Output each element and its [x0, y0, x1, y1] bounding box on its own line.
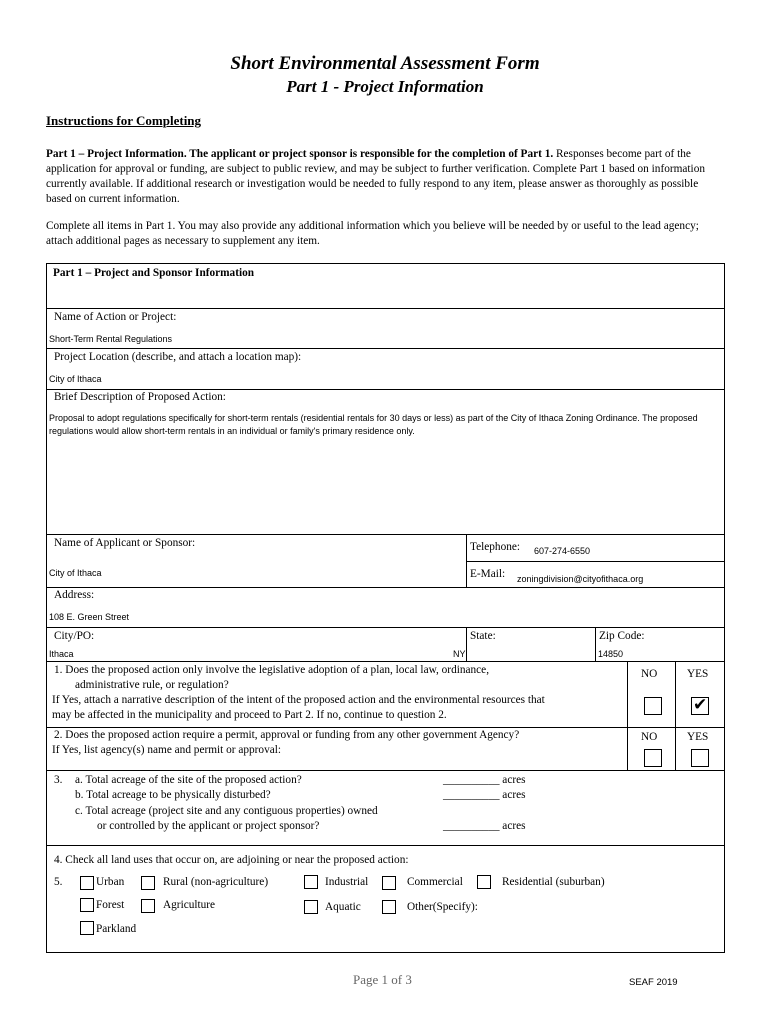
state-label: State: — [470, 630, 496, 642]
telephone-label: Telephone: — [470, 541, 521, 553]
land-use-residential-checkbox[interactable] — [477, 875, 491, 889]
instructions-paragraph-2: Complete all items in Part 1. You may also provide any additional information which you believe will be needed by or useful to the lead agency; attach additional pages as necessary to supplement any item. — [46, 220, 699, 247]
land-use-forest-label: Forest — [96, 899, 125, 911]
land-use-agriculture-checkbox[interactable] — [141, 899, 155, 913]
land-use-residential-label: Residential (suburban) — [502, 876, 605, 888]
project-info-table — [46, 263, 725, 953]
instructions-heading: Instructions for Completing — [46, 113, 202, 128]
land-use-forest-checkbox[interactable] — [80, 898, 94, 912]
land-use-urban-label: Urban — [96, 876, 125, 888]
land-use-urban-checkbox[interactable] — [80, 876, 94, 890]
q1-no-checkbox[interactable] — [644, 697, 662, 715]
form-id: SEAF 2019 — [629, 977, 678, 988]
instructions-bold-lead: Part 1 – Project Information. The applicant or project sponsor is responsible for the completion of Part 1. — [46, 148, 554, 160]
q1-yes-label: YES — [687, 668, 709, 680]
applicant-label: Name of Applicant or Sponsor: — [54, 537, 196, 549]
question-3c: c. Total acreage (project site and any contiguous properties) owned — [75, 805, 378, 817]
question-1: 1. Does the proposed action only involve the legislative adoption of a plan, local law, ordinance, — [54, 664, 490, 676]
q2-yes-label: YES — [687, 731, 709, 743]
acres-3a-field[interactable]: __________ acres — [443, 774, 526, 786]
email-label: E-Mail: — [470, 568, 506, 580]
city-label: City/PO: — [54, 630, 95, 642]
applicant-field[interactable]: City of Ithaca — [49, 568, 102, 578]
question-4: 4. Check all land uses that occur on, are adjoining or near the proposed action: — [54, 854, 409, 866]
q2-yes-checkbox[interactable] — [691, 749, 709, 767]
land-use-agriculture-label: Agriculture — [163, 899, 216, 911]
form-title: Short Environmental Assessment Form — [230, 53, 540, 74]
section-title: Part 1 – Project and Sponsor Information — [53, 267, 255, 279]
land-use-parkland-label: Parkland — [96, 923, 137, 935]
question-1-line-3: If Yes, attach a narrative description of the intent of the proposed action and the environmental resources that — [52, 694, 545, 706]
email-field[interactable]: zoningdivision@cityofithaca.org — [517, 574, 644, 584]
address-field[interactable]: 108 E. Green Street — [49, 612, 130, 622]
address-label: Address: — [54, 589, 95, 601]
city-field[interactable]: Ithaca — [49, 649, 74, 659]
action-name-field[interactable]: Short-Term Rental Regulations — [49, 334, 173, 344]
land-use-industrial-label: Industrial — [325, 876, 369, 888]
zip-label: Zip Code: — [599, 630, 645, 642]
land-use-aquatic-label: Aquatic — [325, 901, 361, 913]
action-name-label: Name of Action or Project: — [54, 311, 177, 323]
land-use-aquatic-checkbox[interactable] — [304, 900, 318, 914]
question-3b: b. Total acreage to be physically disturbed? — [75, 789, 271, 801]
q2-no-label: NO — [641, 731, 658, 743]
question-3-number: 3. — [54, 774, 63, 786]
zip-field[interactable]: 14850 — [598, 649, 624, 659]
page-number: Page 1 of 3 — [353, 972, 412, 987]
form-subtitle: Part 1 - Project Information — [286, 77, 484, 96]
question-3a: a. Total acreage of the site of the proposed action? — [75, 774, 302, 786]
question-2-line-2: If Yes, list agency(s) name and permit or approval: — [52, 744, 282, 756]
instructions-text: Responses become part of the application for approval or funding, are subject to public review, and may be subject to further verification. Complete Part 1 based on information currently available. If additional research or investigation would be needed to fully respond to any item, please answer as thoroughly as possible based on current information. — [46, 148, 705, 205]
question-1-line-2: administrative rule, or regulation? — [75, 679, 229, 691]
acres-3b-field[interactable]: __________ acres — [443, 789, 526, 801]
project-location-label: Project Location (describe, and attach a location map): — [54, 351, 302, 363]
question-2: 2. Does the proposed action require a permit, approval or funding from any other government Agency? — [54, 729, 520, 741]
q2-no-checkbox[interactable] — [644, 749, 662, 767]
question-3c-line-2: or controlled by the applicant or project sponsor? — [97, 820, 320, 832]
land-use-other-label: Other(Specify): — [407, 901, 478, 913]
land-use-industrial-checkbox[interactable] — [304, 875, 318, 889]
description-field[interactable]: Proposal to adopt regulations specifically for short-term rentals (residential rentals for 30 days or less) as part of the City of Ithaca Zoning Ordinance. The proposed regulations would allow short-term rentals in an individual or family's primary residence only. — [49, 413, 698, 436]
land-use-rural-checkbox[interactable] — [141, 876, 155, 890]
land-use-other-checkbox[interactable] — [382, 900, 396, 914]
land-use-rural-label: Rural (non-agriculture) — [163, 876, 269, 888]
question-5-number: 5. — [54, 876, 63, 888]
land-use-commercial-checkbox[interactable] — [382, 876, 396, 890]
acres-3c-field[interactable]: __________ acres — [443, 820, 526, 832]
q1-no-label: NO — [641, 668, 658, 680]
land-use-parkland-checkbox[interactable] — [80, 921, 94, 935]
description-label: Brief Description of Proposed Action: — [54, 391, 226, 403]
project-location-field[interactable]: City of Ithaca — [49, 374, 102, 384]
telephone-field[interactable]: 607-274-6550 — [534, 546, 591, 556]
question-1-line-4: may be affected in the municipality and proceed to Part 2. If no, continue to question 2. — [52, 709, 447, 721]
land-use-commercial-label: Commercial — [407, 876, 463, 888]
state-field[interactable]: NY — [453, 649, 466, 659]
instructions-paragraph-1 — [46, 147, 726, 207]
q1-yes-checkbox[interactable] — [691, 697, 709, 715]
